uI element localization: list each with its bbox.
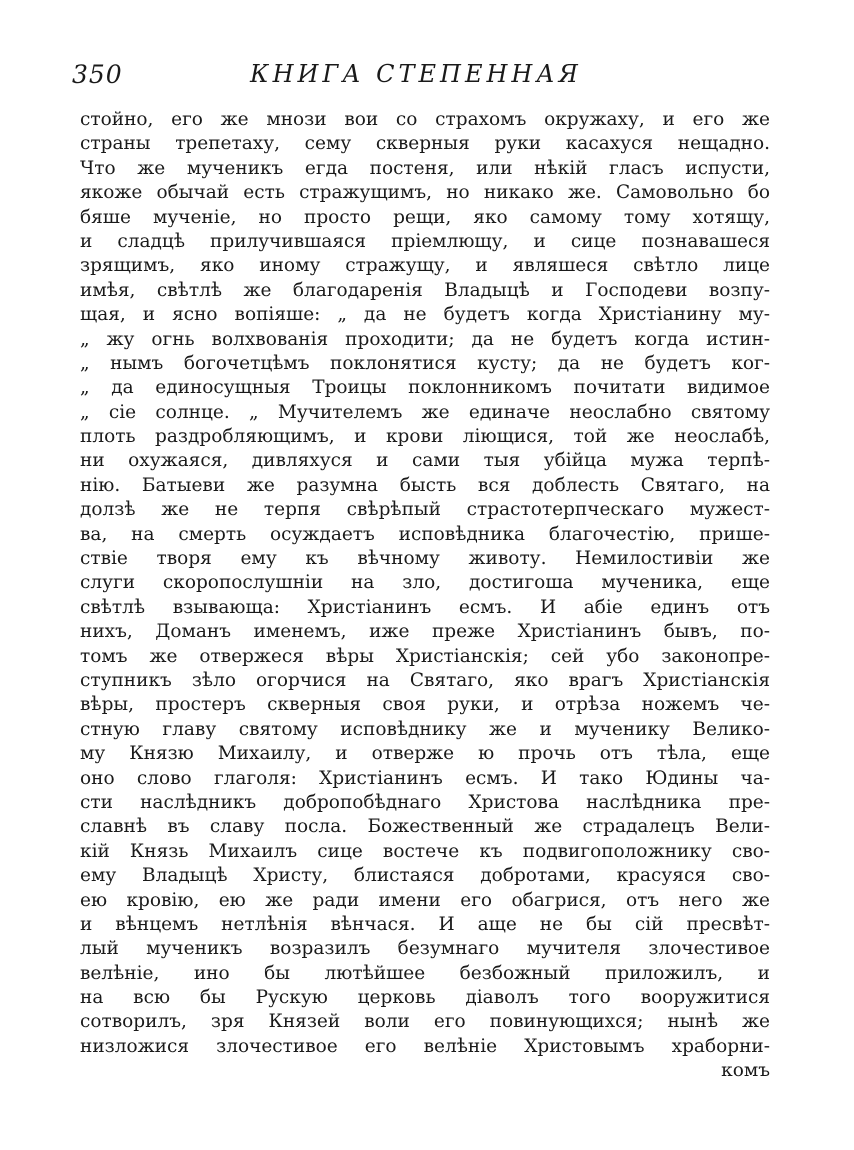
text-line: му Князю Михаилу, и отверже ю прочь отъ тѣла, еще — [80, 743, 770, 765]
text-line: оно слово глаголя: Христіанинъ есмъ. И тако Юдины ча- — [80, 767, 770, 789]
text-line: щая, и ясно вопіяше: „ да не будетъ когда Христіанину му- — [80, 304, 770, 326]
text-line: ему Владыцѣ Христу, блистаяся добротами, красуяся сво- — [80, 865, 770, 887]
text-line: ею кровію, ею же ради имени его обагрися, отъ него же — [80, 889, 770, 911]
text-line: страны трепетаху, сему скверныя руки касахуся нещадно. — [80, 133, 770, 155]
text-line: имѣя, свѣтлѣ же благодаренія Владыцѣ и Господеви возпу- — [80, 279, 770, 301]
text-line: „ да единосущныя Троицы поклонникомъ почитати видимое — [80, 377, 770, 399]
text-line: и сладцѣ прилучившаяся пріемлющу, и сице познавашеся — [80, 230, 770, 252]
text-line: вѣры, простеръ скверныя своя руки, и отрѣза ножемъ че- — [80, 694, 770, 716]
text-line: ни охужаяся, дивляхуся и сами тыя убійца мужа терпѣ- — [80, 450, 770, 472]
text-line: ступникъ зѣло огорчися на Святаго, яко врагъ Христіанскія — [80, 669, 770, 691]
page-header — [72, 58, 772, 98]
text-line: славнѣ въ славу посла. Божественный же страдалецъ Вели- — [80, 816, 770, 838]
text-line: бяше мученіе, но просто рещи, яко самому тому хотящу, — [80, 206, 770, 228]
text-line: кій Князь Михаилъ сице востече къ подвигоположнику сво- — [80, 840, 770, 862]
text-line: стную главу святому исповѣднику же и мученику Велико- — [80, 718, 770, 740]
text-line: ствіе творя ему къ вѣчному животу. Немилостивіи же — [80, 548, 770, 570]
text-line: и вѣнцемъ нетлѣнія вѣнчася. И аще не бы сій пресвѣт- — [80, 913, 770, 935]
text-line: нію. Батыеви же разумна бысть вся доблесть Святаго, на — [80, 474, 770, 496]
page-number: 350 — [72, 60, 123, 89]
text-line: свѣтлѣ взывающа: Христіанинъ есмъ. И абіе единъ отъ — [80, 596, 770, 618]
text-line: слуги скоропослушніи на зло, достигоша мученика, еще — [80, 572, 770, 594]
text-line: велѣніе, ино бы лютѣйшее безбожный приложилъ, и — [80, 962, 770, 984]
text-line: низложися злочестивое его велѣніе Христовымъ храборни- — [80, 1035, 770, 1057]
text-line: томъ же отвержеся вѣры Христіанскія; сей убо законопре- — [80, 645, 770, 667]
text-line: сти наслѣдникъ добропобѣднаго Христова наслѣдника пре- — [80, 791, 770, 813]
text-line: „ нымъ богочетцѣмъ поклонятися кусту; да не будетъ ког- — [80, 352, 770, 374]
catchword: комъ — [721, 1060, 770, 1082]
text-line: долзѣ же не терпя свѣрѣпый страстотерпческаго мужест- — [80, 499, 770, 521]
text-line: „ сіе солнце. „ Мучителемъ же единаче неослабно святому — [80, 401, 770, 423]
text-line: „ жу огнь волхвованія проходити; да не будетъ когда истин- — [80, 328, 770, 350]
running-title: КНИГА СТЕПЕННАЯ — [250, 60, 582, 88]
text-line: ва, на смерть осуждаетъ исповѣдника благочестію, прише- — [80, 523, 770, 545]
text-line: лый мученикъ возразилъ безумнаго мучителя злочестивое — [80, 938, 770, 960]
text-line: Что же мученикъ егда постеня, или нѣкій гласъ испусти, — [80, 157, 770, 179]
text-line: зрящимъ, яко иному стражущу, и являшеся свѣтло лице — [80, 255, 770, 277]
text-line: плоть раздробляющимъ, и крови ліющися, той же неослабѣ, — [80, 426, 770, 448]
text-line: стойно, его же мнози вои со страхомъ окружаху, и его же — [80, 109, 770, 130]
text-line: сотворилъ, зря Князей воли его повинующихся; нынѣ же — [80, 1011, 770, 1033]
body-text — [80, 108, 770, 1084]
text-line: нихъ, Доманъ именемъ, иже преже Христіанинъ бывъ, по- — [80, 621, 770, 643]
text-line: якоже обычай есть стражущимъ, но никако же. Самовольно бо — [80, 182, 770, 204]
text-line: на всю бы Рускую церковь діаволъ того вооружитися — [80, 987, 770, 1009]
